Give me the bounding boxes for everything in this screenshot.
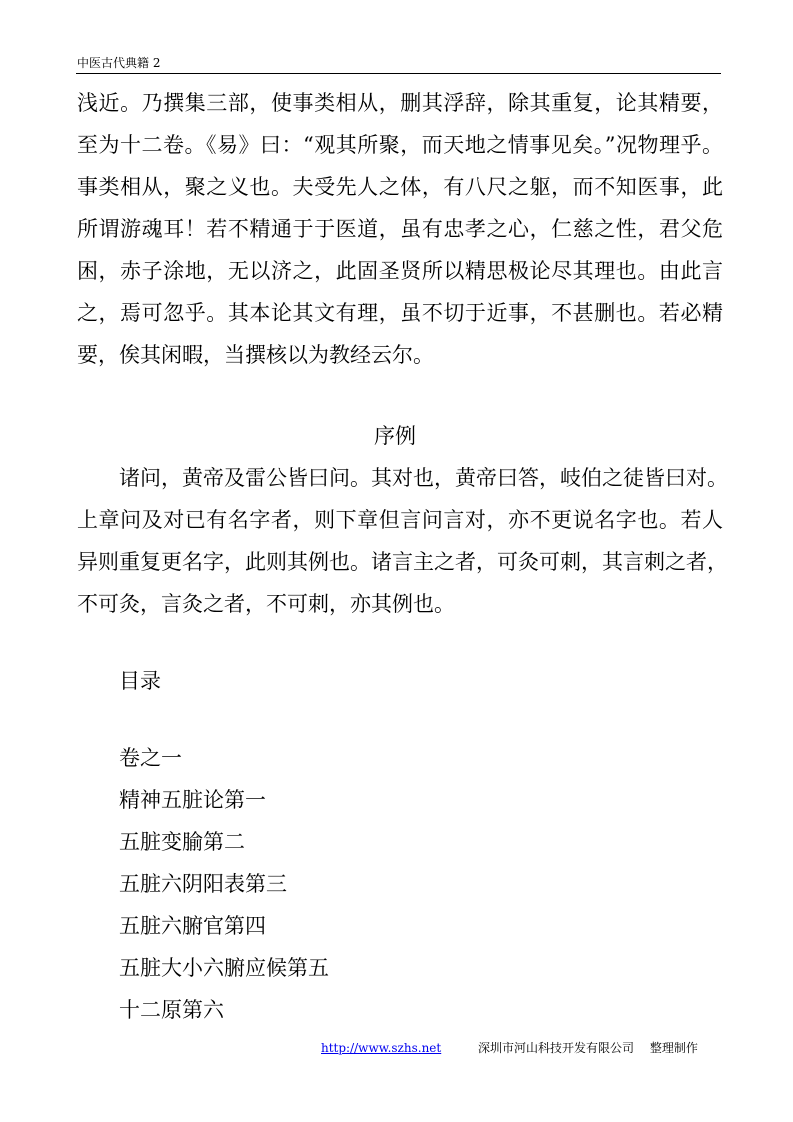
footer-credit: 深圳市河山科技开发有限公司 整理制作 bbox=[478, 1041, 698, 1055]
toc-chapter: 五脏变腧第二 bbox=[119, 830, 245, 854]
page-header: 中医古代典籍 2 bbox=[77, 56, 161, 70]
text-line: 困，赤子涂地，无以济之，此固圣贤所以精思极论尽其理也。由此言 bbox=[77, 259, 723, 283]
text-line: 之，焉可忽乎。其本论其文有理，虽不切于近事，不甚删也。若必精 bbox=[77, 301, 723, 325]
text-line: 事类相从，聚之义也。夫受先人之体，有八尺之躯，而不知医事，此 bbox=[77, 175, 723, 199]
text-line: 上章问及对已有名字者，则下章但言问言对，亦不更说名字也。若人 bbox=[77, 508, 723, 532]
text-line: 异则重复更名字，此则其例也。诸言主之者，可灸可刺，其言刺之者， bbox=[77, 550, 728, 574]
text-line: 所谓游魂耳！若不精通于于医道，虽有忠孝之心，仁慈之性，君父危 bbox=[77, 217, 723, 241]
toc-chapter: 十二原第六 bbox=[119, 998, 224, 1022]
text-line: 诸问，黄帝及雷公皆曰问。其对也，黄帝曰答，岐伯之徒皆曰对。 bbox=[119, 466, 728, 490]
toc-chapter: 五脏六腑官第四 bbox=[119, 914, 266, 938]
header-divider bbox=[76, 73, 721, 74]
toc-chapter: 五脏大小六腑应候第五 bbox=[119, 956, 329, 980]
section-title-xuli: 序例 bbox=[374, 424, 416, 448]
footer-website-link[interactable]: http://www.szhs.net bbox=[321, 1041, 442, 1055]
text-line: 至为十二卷。《易》曰：“观其所聚，而天地之情事见矣。”况物理乎。 bbox=[77, 133, 723, 157]
text-line: 要，俟其闲暇，当撰核以为教经云尔。 bbox=[77, 343, 434, 367]
toc-title: 目录 bbox=[119, 669, 161, 693]
toc-chapter: 五脏六阴阳表第三 bbox=[119, 872, 287, 896]
toc-chapter: 精神五脏论第一 bbox=[119, 788, 266, 812]
toc-volume: 卷之一 bbox=[119, 746, 182, 770]
text-line: 不可灸，言灸之者，不可刺，亦其例也。 bbox=[77, 592, 455, 616]
text-line: 浅近。乃撰集三部，使事类相从，删其浮辞，除其重复，论其精要， bbox=[77, 91, 723, 115]
